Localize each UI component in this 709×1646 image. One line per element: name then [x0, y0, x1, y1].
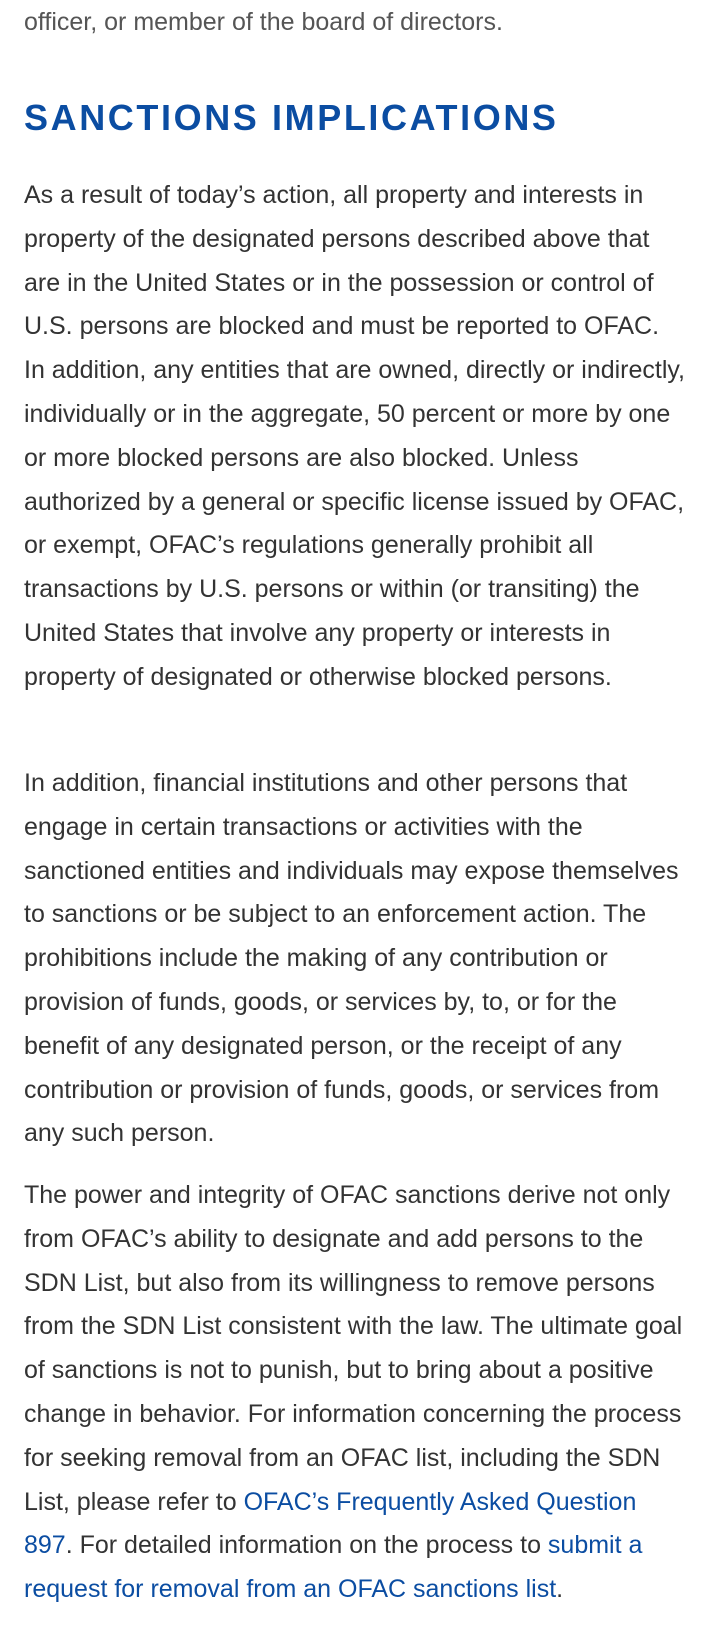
paragraph-removal-process: [24, 1174, 686, 1612]
paragraph-removal-text-2: . For detailed information on the process to: [65, 1531, 548, 1560]
faq-897-link[interactable]: OFAC’s Frequently Asked Question 897: [24, 1487, 637, 1560]
paragraph-blocked-property: As a result of today’s action, all property and interests in property of the designated persons described above that are in the United States or in the possession or control of U.S. persons are blocked and must be reported to OFAC. In addition, any entities that are owned, directly or indirectly, individually or in the aggregate, 50 percent or more by one or more blocked persons are also blocked. Unless authorized by a general or specific license issued by OFAC, or exempt, OFAC’s regulations generally prohibit all transactions by U.S. persons or within (or transiting) the United States that involve any property or interests in property of designated or otherwise blocked persons.: [24, 181, 685, 691]
paragraph-removal-text-3: .: [556, 1575, 564, 1604]
paragraph-financial-institutions: In addition, financial institutions and other persons that engage in certain transactions or activities with the sanctioned entities and individuals may expose themselves to sanctions or be subject to an enforcement action. The prohibitions include the making of any contribution or provision of funds, goods, or services by, to, or for the benefit of any designated person, or the receipt of any contribution or provision of funds, goods, or services from any such person.: [24, 769, 679, 1148]
cut-off-text-line: [24, 8, 686, 54]
cut-off-text: officer, or member of the board of directors.: [24, 8, 503, 36]
removal-request-link[interactable]: submit a request for removal from an OFAC sanctions list: [24, 1531, 643, 1604]
section-heading: SANCTIONS IMPLICATIONS: [24, 97, 559, 138]
paragraph-removal-text-1: The power and integrity of OFAC sanctions derive not only from OFAC’s ability to designate and add persons to the SDN List, but also from its willingness to remove persons from the SDN List consistent with the law. The ultimate goal of sanctions is not to punish, but to bring about a positive change in behavior. For information concerning the process for seeking removal from an OFAC list, including the SDN List, please refer to: [24, 1181, 683, 1516]
